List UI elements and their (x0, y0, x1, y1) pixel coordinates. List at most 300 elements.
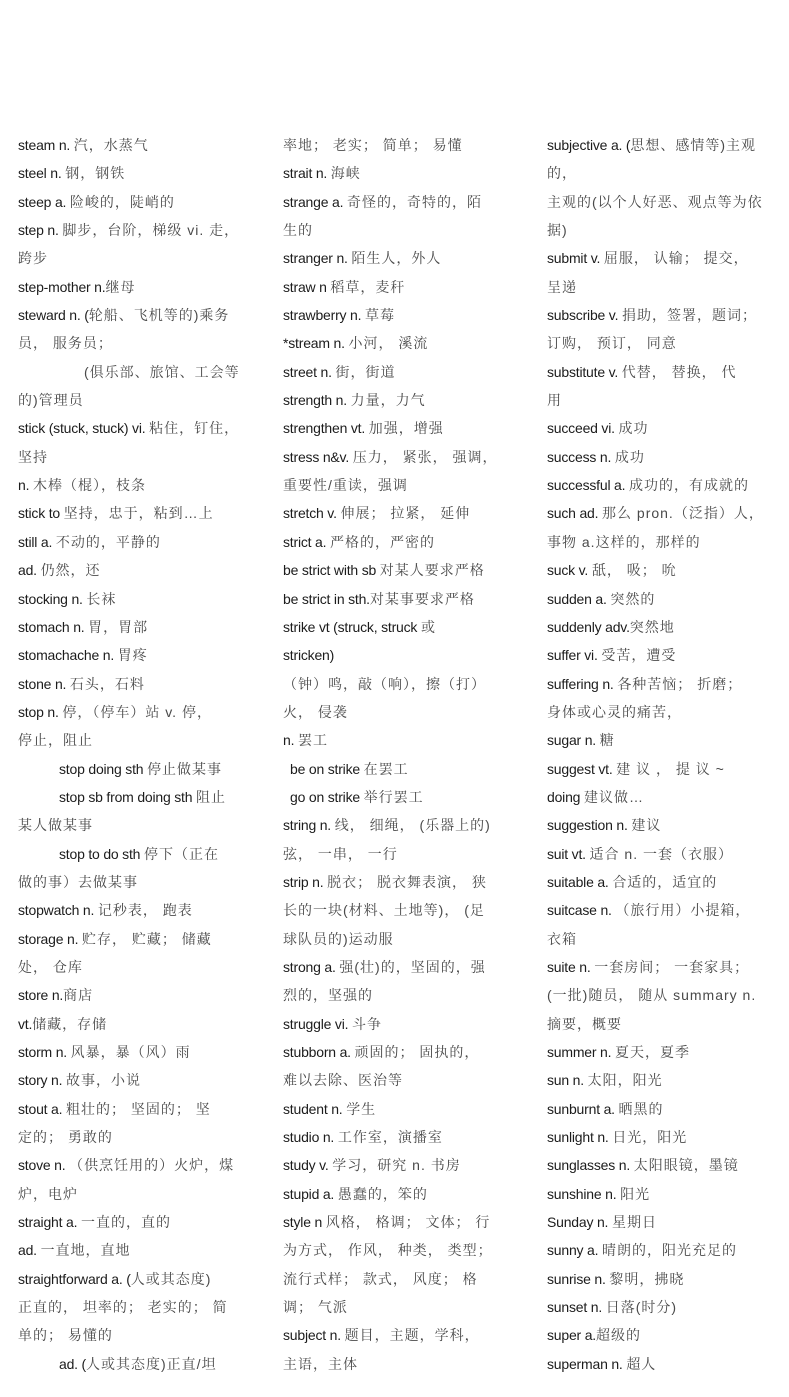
english-term: suite n. (547, 958, 595, 975)
english-term: steam n. (18, 137, 74, 153)
english-term: stop to do sth (59, 845, 144, 862)
chinese-definition: （旅行用）小提箱， (615, 902, 751, 919)
english-term: suffer vi. (547, 647, 602, 664)
chinese-definition: 黎明，拂晓 (609, 1270, 685, 1287)
chinese-definition: 主观的(以个人好恶、观点等为依 (547, 193, 763, 210)
chinese-definition: 夏天，夏季 (615, 1044, 691, 1060)
chinese-definition: 重要性/重读，强调 (283, 477, 408, 494)
vocabulary-entry-line (18, 896, 258, 924)
chinese-definition: 木棒（棍），枝条 (32, 477, 146, 494)
english-term: stone n. (18, 675, 70, 692)
vocabulary-entry-line (18, 953, 258, 981)
vocabulary-entry-line (18, 556, 258, 584)
english-term: string n. (283, 817, 335, 834)
english-term: sunburnt a. (547, 1100, 619, 1117)
chinese-definition: 压力， 紧张， 强调， (352, 448, 498, 465)
chinese-definition: 粗壮的； 坚固的； 坚 (66, 1100, 211, 1117)
chinese-definition: 学生 (346, 1100, 377, 1117)
chinese-definition: 对某事要求严格 (369, 590, 475, 607)
chinese-definition: 石头，石料 (69, 675, 145, 692)
vocabulary-entry-line (18, 925, 258, 953)
vocabulary-entry-line (547, 1123, 779, 1151)
chinese-definition: 用 (547, 392, 562, 409)
vocabulary-entry-line (283, 386, 513, 414)
english-term: *stream n. (283, 335, 349, 352)
english-term: go on strike (290, 788, 364, 805)
chinese-definition: 处， 仓库 (18, 958, 83, 975)
vocabulary-entry-line (18, 216, 258, 244)
vocabulary-entry-line (18, 670, 258, 698)
chinese-definition: 奇怪的，奇特的，陌 (346, 193, 482, 210)
vocabulary-entry-line (283, 925, 513, 953)
english-term: subscribe v. (547, 307, 622, 324)
english-term: suitable a. (547, 873, 613, 890)
vocabulary-entry-line (18, 131, 258, 159)
english-term: strait n. (283, 165, 331, 182)
english-term: stubborn a. (283, 1044, 355, 1060)
chinese-definition: 突然的 (610, 590, 656, 607)
english-term: stomach n. (18, 618, 89, 635)
vocabulary-entry-line (18, 811, 258, 839)
chinese-definition: 伸展； 拉紧， 延伸 (340, 505, 471, 522)
vocabulary-entry-line (547, 1350, 779, 1378)
vocabulary-entry-line (283, 1321, 513, 1349)
chinese-definition: 超级的 (596, 1327, 641, 1344)
vocabulary-entry-line (547, 981, 779, 1009)
chinese-definition: 思想、感情等)主观 (630, 137, 757, 153)
english-term: study v. (283, 1157, 333, 1174)
chinese-definition: 日光，阳光 (612, 1129, 688, 1146)
vocabulary-entry-line (547, 1066, 779, 1094)
vocabulary-column-2 (283, 131, 513, 1378)
chinese-definition: 阳光 (620, 1185, 651, 1202)
vocabulary-entry-line (283, 1038, 513, 1066)
english-term: straw n (283, 278, 331, 295)
chinese-definition: 日落(时分) (605, 1299, 678, 1316)
chinese-definition: 陌生人，外人 (351, 250, 442, 267)
vocabulary-entry-line (18, 443, 258, 471)
english-term: doing (547, 788, 584, 805)
vocabulary-entry-line (283, 896, 513, 924)
english-term: strengthen vt. (283, 420, 369, 437)
vocabulary-entry-line (18, 1180, 258, 1208)
vocabulary-entry-line (283, 216, 513, 244)
vocabulary-entry-line (283, 698, 513, 726)
vocabulary-entry-line (18, 698, 258, 726)
english-term: success n. (547, 448, 615, 465)
vocabulary-entry-line (18, 499, 258, 527)
vocabulary-entry-line (283, 188, 513, 216)
english-term: strike vt (struck, struck (283, 618, 421, 635)
chinese-definition: 合适的，适宜的 (612, 873, 718, 890)
chinese-definition: 一套房间； 一套家具； (594, 958, 750, 975)
vocabulary-entry-line (18, 585, 258, 613)
vocabulary-entry-line (283, 1010, 513, 1038)
chinese-definition: 停止，阻止 (18, 732, 93, 749)
chinese-definition: 停下（正在 (143, 845, 219, 862)
english-term: stupid a. (283, 1185, 338, 1202)
chinese-definition: 主语，主体 (283, 1355, 358, 1372)
chinese-definition: 强(壮)的，坚固的，强 (339, 958, 486, 975)
chinese-definition: 记秒表， 跑表 (97, 902, 193, 919)
vocabulary-entry-line (547, 386, 779, 414)
chinese-definition: 停止做某事 (147, 760, 223, 777)
vocabulary-entry-line (547, 1321, 779, 1349)
english-term: sugar n. (547, 732, 600, 749)
english-term: strong a. (283, 958, 340, 975)
vocabulary-entry-line (547, 131, 779, 159)
chinese-definition: 人或其态度)正直/坦 (86, 1355, 217, 1372)
chinese-definition: 定的； 勇敢的 (18, 1129, 113, 1146)
vocabulary-entry-line (547, 301, 779, 329)
vocabulary-entry-line (18, 1293, 258, 1321)
english-term: stick to (18, 505, 64, 522)
english-term: stranger n. (283, 250, 352, 267)
english-term: stomachache n. (18, 647, 118, 664)
vocabulary-entry-line (18, 1123, 258, 1151)
vocabulary-entry-line (283, 131, 513, 159)
english-term: such ad. (547, 505, 603, 522)
vocabulary-entry-line (283, 1265, 513, 1293)
chinese-definition: 太阳眼镜，墨镜 (633, 1157, 739, 1174)
vocabulary-entry-line (547, 755, 779, 783)
chinese-definition: 超人 (626, 1355, 657, 1372)
chinese-definition: 星期日 (611, 1214, 657, 1231)
english-term: still a. (18, 533, 56, 550)
chinese-definition: 街，街道 (335, 363, 396, 380)
chinese-definition: 球队员的)运动服 (283, 930, 394, 947)
vocabulary-entry-line (283, 1293, 513, 1321)
english-term: sunset n. (547, 1299, 606, 1316)
chinese-definition: 流行式样； 款式， 风度； 格 (283, 1270, 478, 1287)
vocabulary-entry-line (547, 1265, 779, 1293)
vocabulary-entry-line (18, 1321, 258, 1349)
english-term: stick (stuck, stuck) vi. (18, 420, 150, 437)
chinese-definition: 不动的，平静的 (55, 533, 161, 550)
chinese-definition: 据) (547, 222, 568, 239)
vocabulary-entry-line (547, 726, 779, 754)
chinese-definition: 严格的，严密的 (330, 533, 436, 550)
chinese-definition: 建议做… (583, 788, 644, 805)
chinese-definition: 顽固的； 固执的， (354, 1044, 480, 1060)
vocabulary-entry-line (18, 358, 258, 386)
vocabulary-entry-line (547, 670, 779, 698)
vocabulary-entry-line (283, 585, 513, 613)
chinese-definition: 各种苦恼； 折磨； (617, 675, 743, 692)
vocabulary-entry-line (547, 216, 779, 244)
chinese-definition: 单的； 易懂的 (18, 1327, 113, 1344)
vocabulary-entry-line (547, 273, 779, 301)
english-term: story n. (18, 1072, 66, 1089)
vocabulary-entry-line (283, 244, 513, 272)
vocabulary-entry-line (18, 783, 258, 811)
chinese-definition: 或 (420, 618, 436, 635)
chinese-definition: 建议 (631, 817, 662, 834)
chinese-definition: 坚持 (18, 448, 48, 465)
english-term: ad. ( (59, 1355, 87, 1372)
english-term: street n. (283, 363, 336, 380)
english-term: steward n. ( (18, 307, 89, 324)
chinese-definition: 受苦，遭受 (601, 647, 677, 664)
chinese-definition: 力量，力气 (350, 392, 426, 409)
chinese-definition: 工作室，演播室 (337, 1129, 443, 1146)
vocabulary-entry-line (547, 1010, 779, 1038)
chinese-definition: 难以去除、医治等 (283, 1072, 403, 1089)
vocabulary-entry-line (547, 840, 779, 868)
chinese-definition: （供烹饪用的）火炉，煤 (69, 1157, 235, 1174)
english-term: be strict in sth. (283, 590, 370, 607)
vocabulary-entry-line (547, 528, 779, 556)
vocabulary-entry-line (547, 953, 779, 981)
chinese-definition: 一直的，直的 (80, 1214, 171, 1231)
vocabulary-entry-line (18, 1265, 258, 1293)
chinese-definition: 线， 细绳， (乐器上的) (334, 817, 491, 834)
english-term: suffering n. (547, 675, 618, 692)
english-term: student n. (283, 1100, 347, 1117)
english-term: stress n&v. (283, 448, 353, 465)
vocabulary-entry-line (283, 726, 513, 754)
vocabulary-entry-line (547, 585, 779, 613)
vocabulary-entry-line (547, 499, 779, 527)
vocabulary-entry-line (547, 641, 779, 669)
english-term: sun n. (547, 1072, 588, 1089)
english-term: super a. (547, 1327, 596, 1344)
vocabulary-entry-line (18, 159, 258, 187)
chinese-definition: 汽，水蒸气 (73, 137, 149, 153)
chinese-definition: 脚步，台阶，梯级 vi. 走， (62, 222, 240, 239)
chinese-definition: 一直地，直地 (40, 1242, 131, 1259)
vocabulary-entry-line (18, 329, 258, 357)
chinese-definition: 贮存， 贮藏； 储藏 (81, 930, 212, 947)
english-term: stretch v. (283, 505, 341, 522)
vocabulary-entry-line (283, 1350, 513, 1378)
chinese-definition: 风暴，暴（风）雨 (70, 1044, 191, 1060)
english-term: stop n. (18, 703, 63, 720)
chinese-definition: 太阳，阳光 (587, 1072, 663, 1089)
vocabulary-entry-line (283, 471, 513, 499)
chinese-definition: 率地； 老实； 简单； 易懂 (283, 137, 463, 153)
chinese-definition: 正直的， 坦率的； 老实的； 简 (18, 1299, 228, 1316)
vocabulary-entry-line (547, 1208, 779, 1236)
vocabulary-entry-line (547, 1180, 779, 1208)
chinese-definition: 长的一块(材料、土地等)， (足 (283, 902, 485, 919)
vocabulary-entry-line (547, 925, 779, 953)
english-term: stove n. (18, 1157, 70, 1174)
chinese-definition: 炉，电炉 (18, 1185, 78, 1202)
chinese-definition: 在罢工 (363, 760, 409, 777)
vocabulary-entry-line (18, 188, 258, 216)
chinese-definition: 继母 (105, 278, 136, 295)
english-term: studio n. (283, 1129, 338, 1146)
vocabulary-entry-line (18, 1236, 258, 1264)
english-term: strength n. (283, 392, 351, 409)
english-term: sunshine n. (547, 1185, 621, 1202)
english-term: straightforward a. ( (18, 1270, 131, 1287)
vocabulary-entry-line (547, 471, 779, 499)
chinese-definition: 举行罢工 (363, 788, 424, 805)
chinese-definition: 突然地 (629, 618, 675, 635)
chinese-definition: 那么 pron.（泛指）人， (602, 505, 764, 522)
chinese-definition: 晴朗的，阳光充足的 (602, 1242, 738, 1259)
chinese-definition: 人或其态度) (130, 1270, 212, 1287)
chinese-definition: 对某人要求严格 (379, 562, 485, 579)
english-term: suggestion n. (547, 817, 632, 834)
vocabulary-entry-line (18, 1038, 258, 1066)
vocabulary-entry-line (283, 783, 513, 811)
english-term: sunny a. (547, 1242, 603, 1259)
chinese-definition: 风格， 格调； 文体； 行 (325, 1214, 491, 1231)
chinese-definition: 罢工 (297, 732, 328, 749)
vocabulary-entry-line (547, 1038, 779, 1066)
english-term: stricken) (283, 647, 335, 664)
vocabulary-entry-line (283, 556, 513, 584)
english-term: sunglasses n. (547, 1157, 634, 1174)
english-term: suit vt. (547, 845, 590, 862)
english-term: sunlight n. (547, 1129, 613, 1146)
vocabulary-entry-line (547, 698, 779, 726)
chinese-definition: 仍然，还 (40, 562, 101, 579)
english-term: strict a. (283, 533, 331, 550)
english-term: stopwatch n. (18, 902, 98, 919)
english-term: be strict with sb (283, 562, 380, 579)
chinese-definition: 晒黑的 (618, 1100, 664, 1117)
chinese-definition: 身体或心灵的痛苦， (547, 703, 682, 720)
vocabulary-entry-line (283, 358, 513, 386)
chinese-definition: 摘要，概要 (547, 1015, 622, 1032)
vocabulary-entry-line (283, 981, 513, 1009)
chinese-definition: 长袜 (86, 590, 117, 607)
chinese-definition: 商店 (63, 987, 94, 1004)
vocabulary-entry-line (283, 1095, 513, 1123)
vocabulary-entry-line (283, 301, 513, 329)
vocabulary-entry-line (283, 868, 513, 896)
vocabulary-entry-line (283, 443, 513, 471)
vocabulary-entry-line (18, 981, 258, 1009)
vocabulary-entry-line (283, 499, 513, 527)
english-term: sunrise n. (547, 1270, 610, 1287)
vocabulary-entry-line (283, 1208, 513, 1236)
vocabulary-entry-line (18, 1066, 258, 1094)
vocabulary-entry-line (547, 1293, 779, 1321)
vocabulary-entry-line (547, 443, 779, 471)
chinese-definition: 调； 气派 (283, 1299, 348, 1316)
vocabulary-entry-line (283, 811, 513, 839)
vocabulary-entry-line (283, 641, 513, 669)
english-term: steep a. (18, 193, 70, 210)
chinese-definition: 阻止 (196, 788, 227, 805)
english-term: superman n. (547, 1355, 627, 1372)
chinese-definition: 钢，钢铁 (65, 165, 126, 182)
vocabulary-entry-line (547, 556, 779, 584)
english-term: strip n. (283, 873, 328, 890)
vocabulary-entry-line (547, 1095, 779, 1123)
chinese-definition: 题目，主题，学科， (344, 1327, 480, 1344)
vocabulary-entry-line (18, 613, 258, 641)
chinese-definition: 糖 (599, 732, 615, 749)
vocabulary-entry-line (18, 1208, 258, 1236)
vocabulary-entry-line (18, 755, 258, 783)
chinese-definition: (俱乐部、旅馆、工会等 (84, 363, 240, 380)
english-term: suddenly adv. (547, 618, 630, 635)
vocabulary-entry-line (547, 329, 779, 357)
english-term: submit v. (547, 250, 604, 267)
chinese-definition: 弦， 一串， 一行 (283, 845, 398, 862)
chinese-definition: 成功 (618, 420, 649, 437)
chinese-definition: 稻草，麦秆 (330, 278, 406, 295)
english-term: straight a. (18, 1214, 81, 1231)
chinese-definition: 做的事）去做某事 (18, 873, 138, 890)
chinese-definition: 海峡 (330, 165, 361, 182)
english-term: ad. (18, 562, 41, 579)
english-term: step n. (18, 222, 63, 239)
vocabulary-entry-line (547, 811, 779, 839)
english-term: stout a. (18, 1100, 67, 1117)
chinese-definition: 坚持，忠于，粘到…上 (63, 505, 214, 522)
chinese-definition: 生的 (283, 222, 313, 239)
vocabulary-entry-line (547, 1236, 779, 1264)
english-term: step-mother n. (18, 278, 106, 295)
chinese-definition: 为方式， 作风， 种类， 类型； (283, 1242, 493, 1259)
english-term: Sunday n. (547, 1214, 612, 1231)
vocabulary-entry-line (18, 868, 258, 896)
chinese-definition: 胃，胃部 (88, 618, 149, 635)
vocabulary-entry-line (547, 414, 779, 442)
english-term: subjective a. ( (547, 137, 631, 153)
vocabulary-entry-line (283, 840, 513, 868)
chinese-definition: 衣箱 (547, 930, 577, 947)
english-term: storage n. (18, 930, 82, 947)
english-term: storm n. (18, 1044, 71, 1060)
chinese-definition: (一批)随员， 随从 summary n. (547, 987, 757, 1004)
chinese-definition: 员， 服务员； (18, 335, 113, 352)
english-term: vt. (18, 1015, 33, 1032)
vocabulary-entry-line (283, 1151, 513, 1179)
vocabulary-entry-line (18, 414, 258, 442)
vocabulary-entry-line (547, 613, 779, 641)
chinese-definition: 储藏，存储 (32, 1015, 108, 1032)
chinese-definition: 故事，小说 (66, 1072, 141, 1089)
chinese-definition: 舐， 吸； 吮 (591, 562, 677, 579)
vocabulary-entry-line (18, 528, 258, 556)
chinese-definition: 胃疼 (117, 647, 148, 664)
chinese-definition: 斗争 (352, 1015, 382, 1032)
vocabulary-entry-line (283, 953, 513, 981)
chinese-definition: 某人做某事 (18, 817, 93, 834)
chinese-definition: 愚蠢的，笨的 (337, 1185, 428, 1202)
vocabulary-entry-line (283, 1180, 513, 1208)
vocabulary-entry-line (547, 783, 779, 811)
chinese-definition: 学习，研究 n. 书房 (332, 1157, 461, 1174)
english-term: steel n. (18, 165, 66, 182)
english-term: style n (283, 1214, 326, 1231)
vocabulary-entry-line (18, 471, 258, 499)
chinese-definition: 成功 (614, 448, 645, 465)
vocabulary-entry-line (283, 755, 513, 783)
vocabulary-entry-line (18, 273, 258, 301)
vocabulary-entry-line (547, 868, 779, 896)
chinese-definition: 停，（停车）站 v. 停， (62, 703, 212, 720)
vocabulary-entry-line (547, 1151, 779, 1179)
chinese-definition: 屈服， 认输； 提交， (603, 250, 749, 267)
chinese-definition: （钟）鸣，敲（响），擦（打） (283, 675, 486, 692)
vocabulary-entry-line (283, 1236, 513, 1264)
chinese-definition: 险峻的，陡峭的 (69, 193, 175, 210)
english-term: struggle vi. (283, 1015, 352, 1032)
chinese-definition: 事物 a.这样的，那样的 (547, 533, 701, 550)
chinese-definition: 粘住，钉住， (149, 420, 240, 437)
vocabulary-entry-line (283, 273, 513, 301)
vocabulary-entry-line (18, 244, 258, 272)
